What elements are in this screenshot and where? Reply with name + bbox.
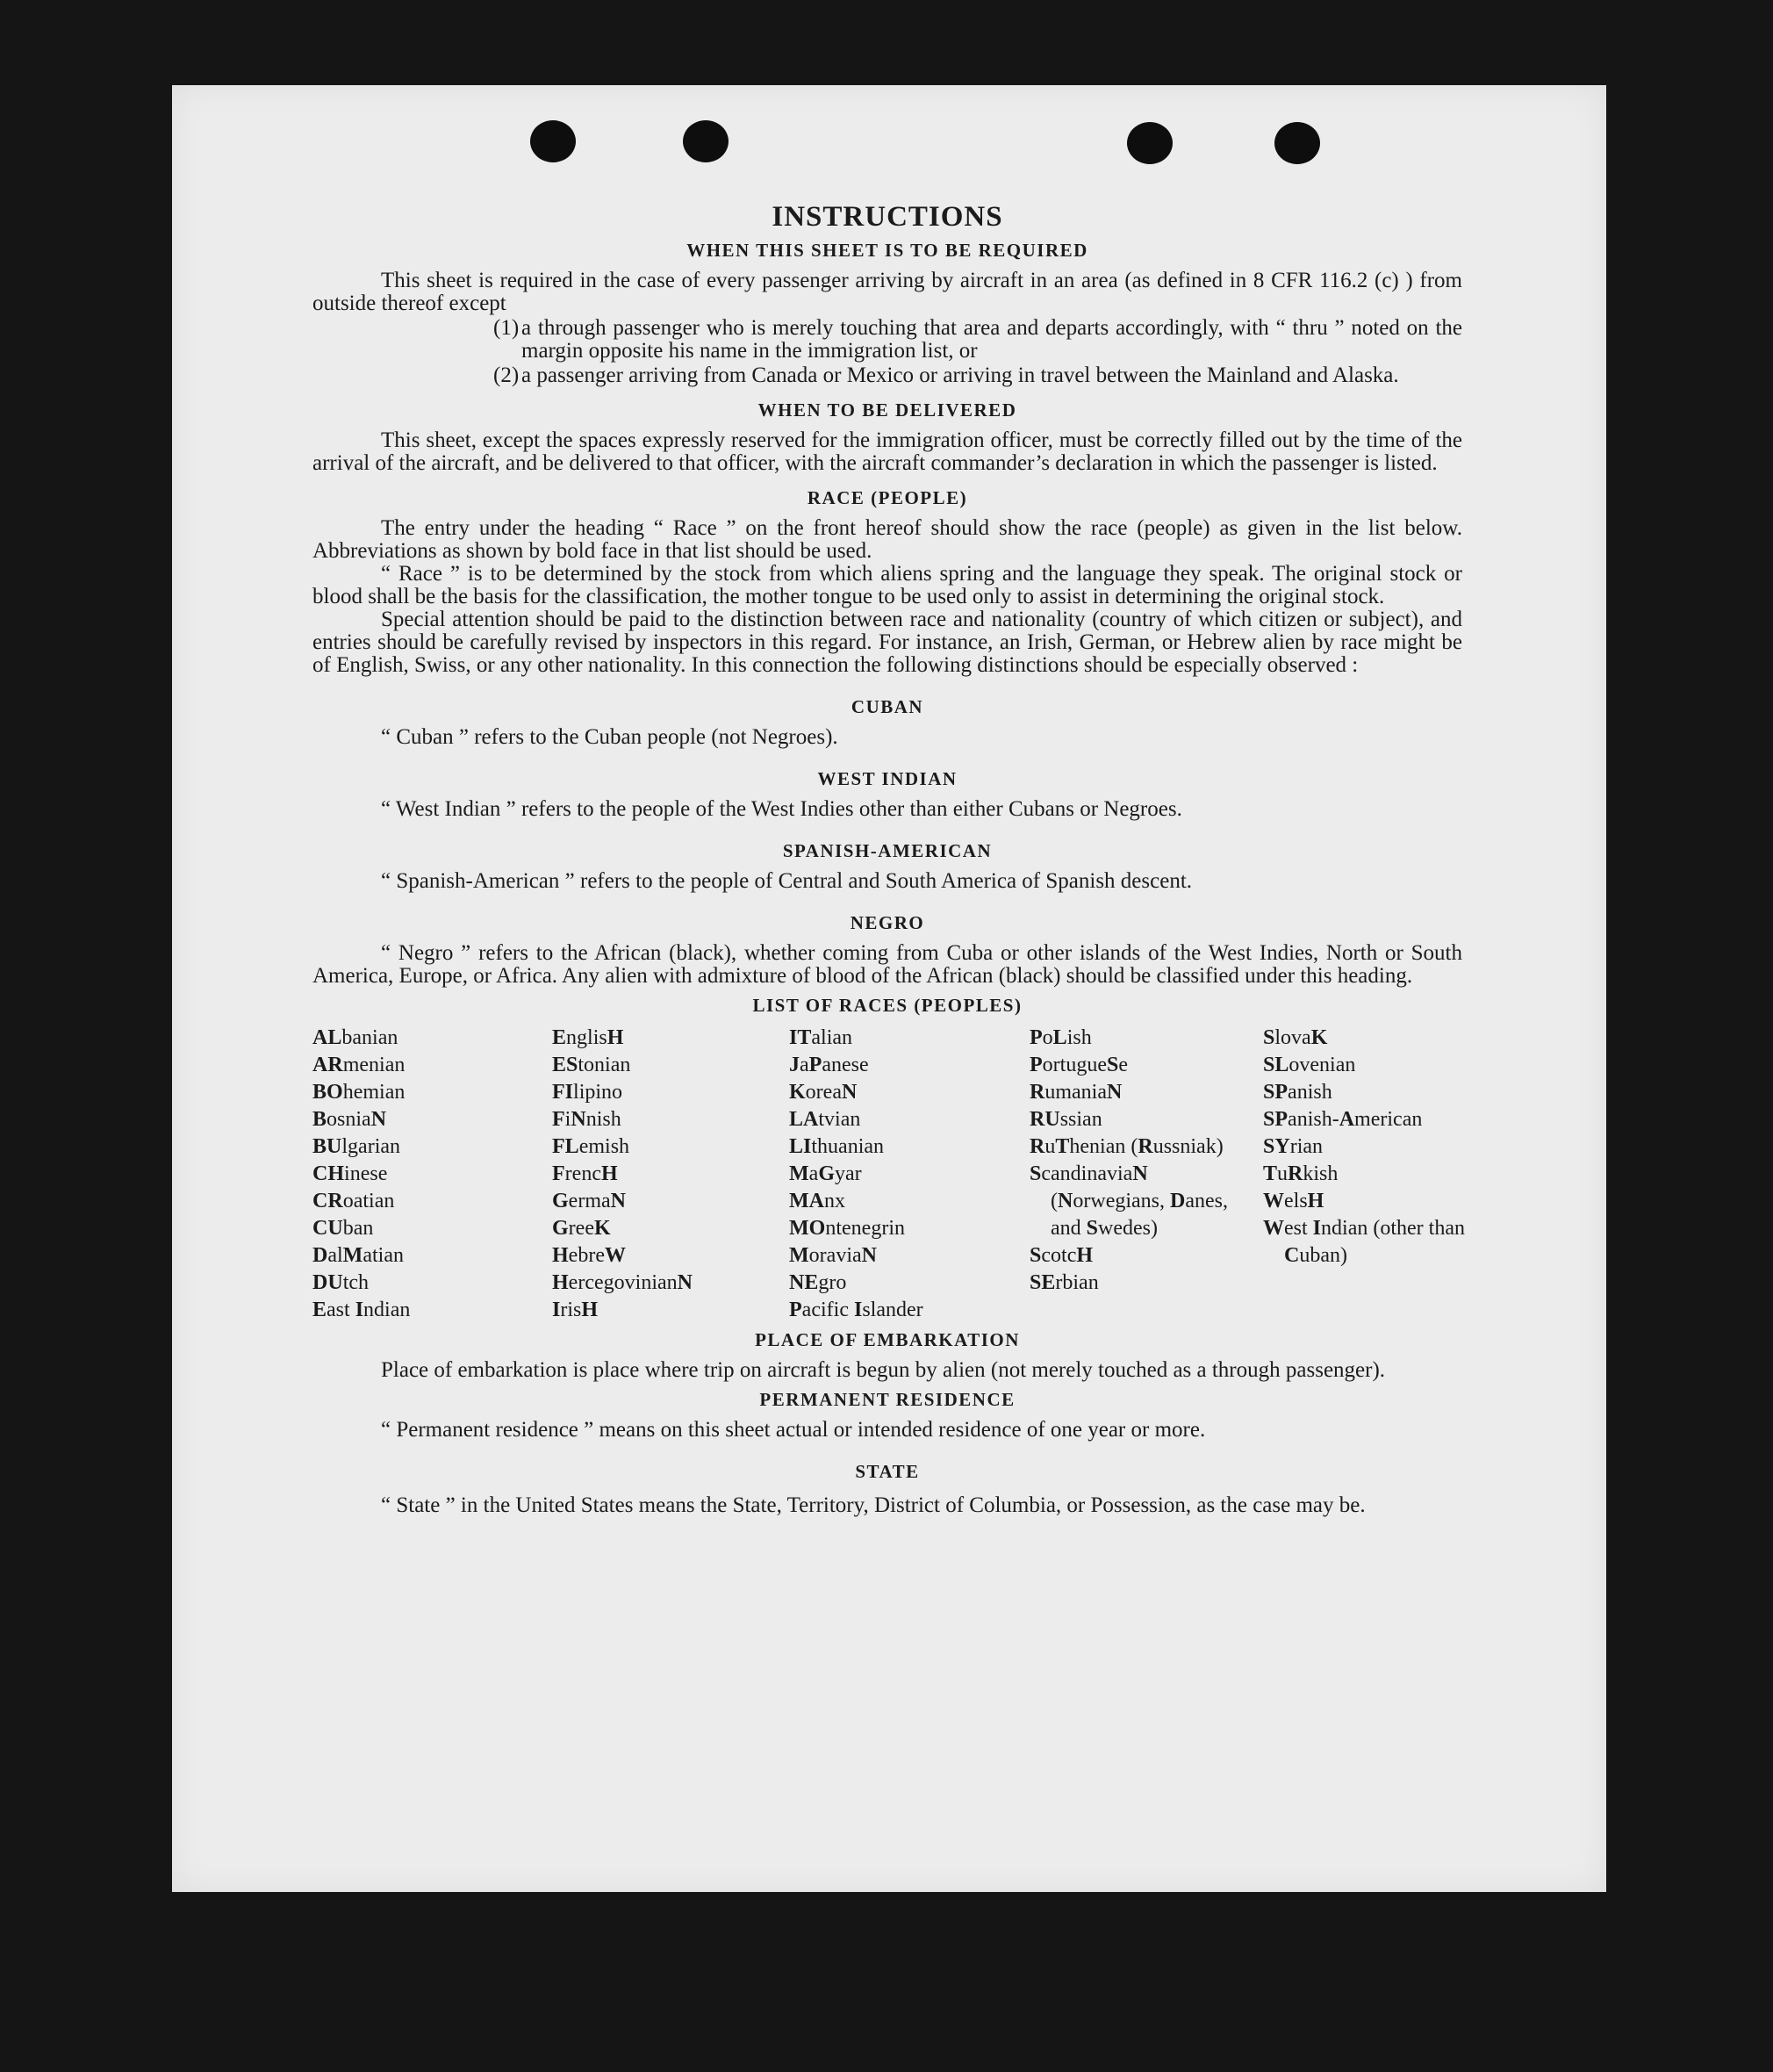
- embarkation-text: Place of embarkation is place where trip on aircraft is begun by alien (not merely touched as a through passenger).: [381, 1358, 1386, 1382]
- race-entry: West Indian (other than Cuban): [1263, 1217, 1465, 1267]
- spanish-american-text: “ Spanish-American ” refers to the people of Central and South America of Spanish descent.: [381, 869, 1193, 893]
- punch-hole: [1274, 122, 1320, 164]
- races-column-3: [789, 1025, 1030, 1324]
- races-column-5: [1263, 1025, 1465, 1324]
- permanent-residence-text: “ Permanent residence ” means on this sheet actual or intended residence of one year or more.: [381, 1418, 1206, 1442]
- race-entry: BUlgarian: [312, 1135, 401, 1158]
- exception-number: (2): [493, 363, 520, 387]
- heading-race: RACE (PEOPLE): [807, 487, 968, 508]
- race-entry: FIlipino: [552, 1081, 623, 1104]
- negro-text: “ Negro ” refers to the African (black), whether coming from Cuba or other islands of the West Indies, North or South America, Europe, or Africa. Any alien with admixture of blood of the African (black) should be classified under this heading.: [312, 941, 1462, 988]
- punch-hole: [530, 120, 576, 162]
- heading-spanish-american: SPANISH-AMERICAN: [782, 840, 993, 861]
- when-required-intro: This sheet is required in the case of every passenger arriving by aircraft in an area (as defined in 8 CFR 116.2 (c) ) from outside thereof except: [312, 269, 1462, 315]
- race-entry: SlovaK: [1263, 1026, 1328, 1049]
- punch-hole: [1127, 122, 1173, 164]
- heading-permanent-residence: PERMANENT RESIDENCE: [759, 1389, 1016, 1410]
- races-column-2: [552, 1025, 789, 1324]
- race-entry: LIthuanian: [789, 1135, 885, 1158]
- cuban-text: “ Cuban ” refers to the Cuban people (not Negroes).: [381, 725, 838, 749]
- race-entry: LAtvian: [789, 1108, 861, 1131]
- heading-embarkation: PLACE OF EMBARKATION: [755, 1329, 1020, 1350]
- race-entry: ScotcH: [1030, 1244, 1094, 1267]
- race-entry: SPanish: [1263, 1081, 1332, 1104]
- page-title: INSTRUCTIONS: [772, 201, 1003, 233]
- exception-item-1: [312, 317, 1462, 363]
- race-entry: RuThenian (Russniak): [1030, 1135, 1224, 1158]
- race-entry: GermaN: [552, 1190, 626, 1212]
- document-page: [172, 85, 1606, 1892]
- heading-when-delivered: WHEN TO BE DELIVERED: [757, 399, 1017, 421]
- race-entry: MaGyar: [789, 1162, 862, 1185]
- race-entry: CHinese: [312, 1162, 388, 1185]
- race-entry: WelsH: [1263, 1190, 1324, 1212]
- exception-text: a through passenger who is merely touching that area and departs accordingly, with “ thru ” noted on the margin opposite his name in the immigration list, or: [521, 316, 1462, 363]
- state-text: “ State ” in the United States means the State, Territory, District of Columbia, or Possession, as the case may be.: [381, 1493, 1366, 1517]
- race-entry: BosniaN: [312, 1108, 387, 1131]
- west-indian-text: “ West Indian ” refers to the people of the West Indies other than either Cubans or Negroes.: [381, 797, 1182, 821]
- race-entry: CUban: [312, 1217, 374, 1240]
- race-entry: BOhemian: [312, 1081, 406, 1104]
- race-entry: PortugueSe: [1030, 1054, 1129, 1076]
- heading-negro: NEGRO: [850, 912, 925, 933]
- race-entry: IrisH: [552, 1299, 599, 1321]
- heading-state: STATE: [855, 1461, 920, 1482]
- race-entry: East Indian: [312, 1299, 411, 1321]
- heading-cuban: CUBAN: [851, 696, 924, 717]
- race-entry: JaPanese: [789, 1054, 869, 1076]
- race-entry: KoreaN: [789, 1081, 858, 1104]
- race-entry: HercegovinianN: [552, 1271, 693, 1294]
- race-entry: MoraviaN: [789, 1244, 877, 1267]
- race-entry: NEgro: [789, 1271, 847, 1294]
- race-entry: FiNnish: [552, 1108, 621, 1131]
- heading-list-of-races: LIST OF RACES (PEOPLES): [752, 995, 1023, 1016]
- race-entry: DUtch: [312, 1271, 370, 1294]
- race-entry: RumaniaN: [1030, 1081, 1123, 1104]
- races-list: [312, 1025, 1465, 1324]
- race-entry: ALbanian: [312, 1026, 398, 1049]
- race-entry: TuRkish: [1263, 1162, 1339, 1185]
- race-entry: MOntenegrin: [789, 1217, 905, 1240]
- race-entry: RUssian: [1030, 1108, 1102, 1131]
- race-entry: ARmenian: [312, 1054, 406, 1076]
- race-entry: PoLish: [1030, 1026, 1092, 1049]
- race-entry: SErbian: [1030, 1271, 1099, 1294]
- race-entry: GreeK: [552, 1217, 611, 1240]
- race-entry: ITalian: [789, 1026, 853, 1049]
- exception-number: (1): [493, 316, 520, 340]
- race-entry: FLemish: [552, 1135, 630, 1158]
- race-entry: DalMatian: [312, 1244, 404, 1267]
- races-column-1: [312, 1025, 552, 1324]
- race-entry: MAnx: [789, 1190, 845, 1212]
- race-entry: ScandinaviaN (Norwegians, Danes, and Swedes): [1030, 1162, 1229, 1240]
- race-paragraph-2: “ Race ” is to be determined by the stock from which aliens spring and the language they speak. The original stock or blood shall be the basis for the classification, the mother tongue to be used only to assist in determining the original stock.: [312, 562, 1462, 608]
- race-entry: SPanish-American: [1263, 1108, 1423, 1131]
- heading-when-required: WHEN THIS SHEET IS TO BE REQUIRED: [686, 240, 1088, 261]
- race-entry: FrencH: [552, 1162, 618, 1185]
- heading-west-indian: WEST INDIAN: [817, 768, 958, 789]
- race-entry: CRoatian: [312, 1190, 395, 1212]
- instructions-content: [312, 201, 1465, 1521]
- exception-item-2: [312, 364, 1462, 387]
- exception-text: a passenger arriving from Canada or Mexico or arriving in travel between the Mainland and Alaska.: [521, 363, 1399, 387]
- races-column-4: [1030, 1025, 1263, 1324]
- race-entry: SLovenian: [1263, 1054, 1356, 1076]
- race-entry: EnglisH: [552, 1026, 624, 1049]
- punch-hole: [683, 120, 729, 162]
- race-entry: SYrian: [1263, 1135, 1324, 1158]
- race-paragraph-1: The entry under the heading “ Race ” on the front hereof should show the race (people) as given in the list below. Abbreviations as shown by bold face in that list should be used.: [312, 516, 1462, 563]
- race-entry: EStonian: [552, 1054, 631, 1076]
- when-delivered-text: This sheet, except the spaces expressly reserved for the immigration officer, must be correctly filled out by the time of the arrival of the aircraft, and be delivered to that officer, with the aircraft commander’s declaration in which the passenger is listed.: [312, 428, 1462, 475]
- race-entry: HebreW: [552, 1244, 626, 1267]
- race-paragraph-3: Special attention should be paid to the distinction between race and nationality (country of which citizen or subject), and entries should be carefully revised by inspectors in this regard. For instance, an Irish, German, or Hebrew alien by race might be of English, Swiss, or any other nationality. In this connection the following distinctions should be especially observed :: [312, 608, 1462, 677]
- race-entry: Pacific Islander: [789, 1299, 923, 1321]
